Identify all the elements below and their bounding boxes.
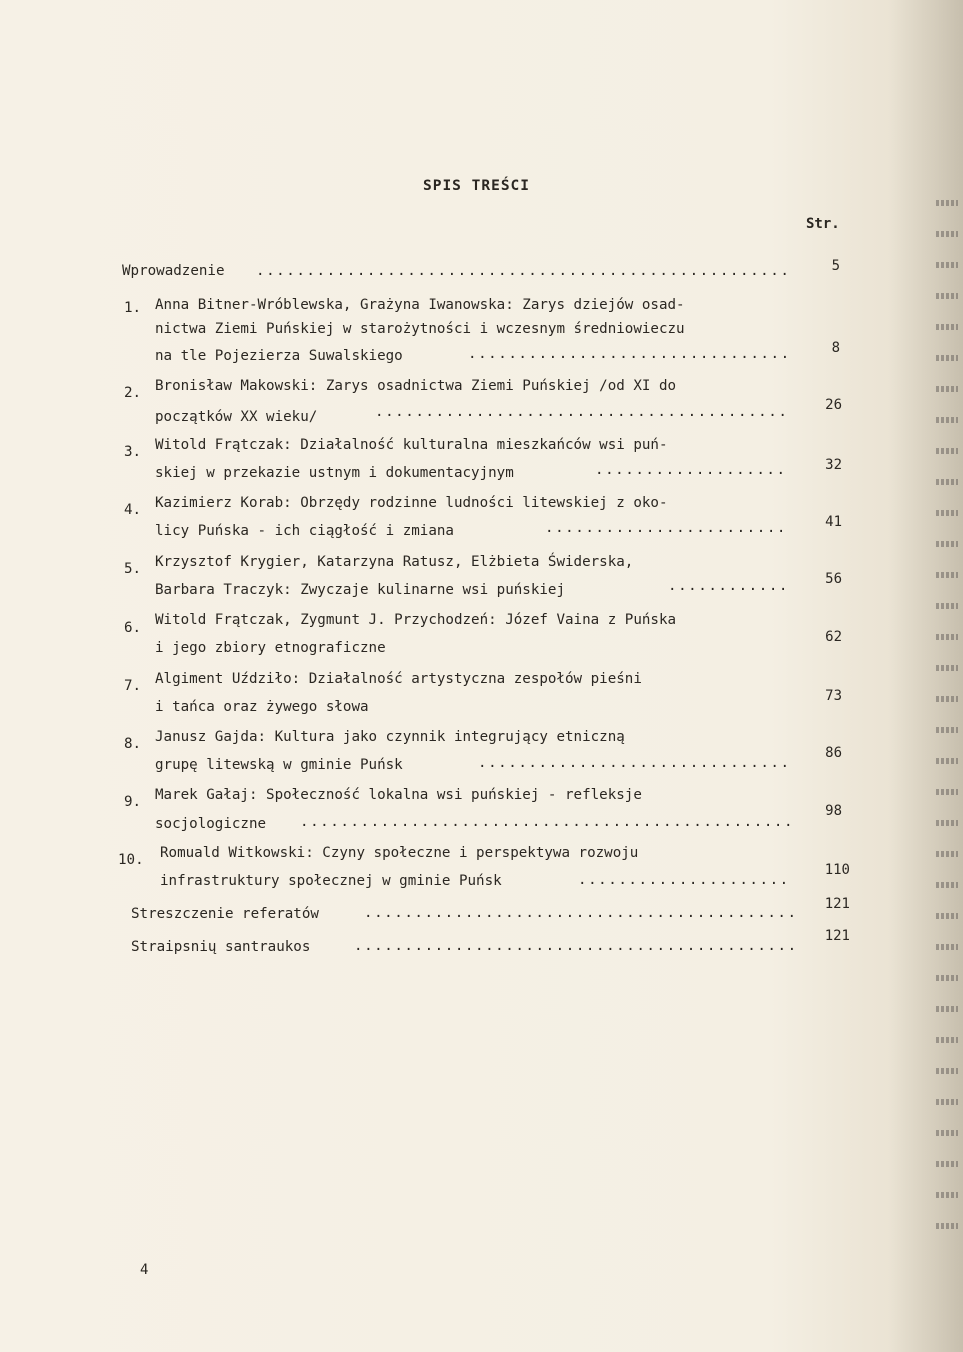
toc-entry-page: 73 (825, 688, 842, 704)
toc-leader-dots (375, 404, 788, 421)
page-title: SPIS TREŚCI (422, 178, 531, 194)
toc-entry-line: infrastruktury społecznej w gminie Puńsk (160, 873, 502, 889)
toc-entry-line: Krzysztof Krygier, Katarzyna Ratusz, Elżbieta Świderska, (155, 554, 634, 570)
toc-leader-dots (364, 905, 794, 922)
toc-entry-number: 10. (118, 852, 144, 868)
toc-entry-line: Anna Bitner-Wróblewska, Grażyna Iwanowska: Zarys dziejów osad- (155, 297, 685, 313)
toc-entry-page: 86 (825, 745, 842, 761)
toc-entry-line: i jego zbiory etnograficzne (155, 640, 386, 656)
toc-entry-line: Kazimierz Korab: Obrzędy rodzinne ludności litewskiej z oko- (155, 495, 668, 511)
toc-entry-page: 26 (825, 397, 842, 413)
toc-entry-line: początków XX wieku/ (155, 409, 318, 425)
toc-entry-line: Witold Frątczak: Działalność kulturalna mieszkańców wsi puń- (155, 437, 668, 453)
toc-leader-dots (468, 346, 788, 363)
toc-entry-number: 2. (124, 385, 142, 401)
toc-leader-dots (478, 755, 788, 772)
toc-leader-dots (354, 938, 794, 955)
toc-intro-title: Wprowadzenie (122, 263, 225, 279)
toc-summary-page: 121 (824, 928, 850, 944)
toc-entry-number: 7. (124, 678, 142, 694)
toc-entry-page: 32 (825, 457, 842, 473)
toc-entry-line: grupę litewską w gminie Puńsk (155, 757, 403, 773)
toc-entry-number: 3. (124, 444, 142, 460)
toc-entry-page: 8 (831, 340, 840, 356)
toc-leader-dots (545, 520, 788, 537)
toc-entry-number: 8. (124, 736, 142, 752)
toc-entry-line: na tle Pojezierza Suwalskiego (155, 348, 403, 364)
toc-entry-number: 6. (124, 620, 142, 636)
toc-entry-line: nictwa Ziemi Puńskiej w starożytności i wczesnym średniowieczu (155, 321, 685, 337)
toc-entry-line: licy Puńska - ich ciągłość i zmiana (155, 523, 454, 539)
toc-entry-page: 41 (825, 514, 842, 530)
toc-entry-line: Janusz Gajda: Kultura jako czynnik integrujący etniczną (155, 729, 625, 745)
toc-entry-page: 110 (824, 862, 850, 878)
toc-leader-dots (595, 462, 788, 479)
toc-entry-number: 4. (124, 502, 142, 518)
page-number: 4 (140, 1262, 149, 1278)
toc-summary-title: Streszczenie referatów (131, 906, 319, 922)
toc-leader-dots (256, 263, 786, 280)
toc-summary-title: Straipsnių santraukos (131, 939, 311, 955)
toc-entry-page: 98 (825, 803, 842, 819)
toc-entry-page: 56 (825, 571, 842, 587)
toc-summary-page: 121 (824, 896, 850, 912)
toc-entry-line: Algiment Uździło: Działalność artystyczna zespołów pieśni (155, 671, 642, 687)
page-column-label: Str. (806, 216, 840, 232)
toc-leader-dots (668, 578, 788, 595)
toc-entry-number: 5. (124, 561, 142, 577)
toc-leader-dots (300, 814, 790, 831)
toc-entry-line: Romuald Witkowski: Czyny społeczne i perspektywa rozwoju (160, 845, 639, 861)
toc-entry-line: Barbara Traczyk: Zwyczaje kulinarne wsi puńskiej (155, 582, 565, 598)
toc-entry-line: Marek Gałaj: Społeczność lokalna wsi puńskiej - refleksje (155, 787, 642, 803)
toc-intro-page: 5 (831, 258, 840, 274)
toc-entry-line: i tańca oraz żywego słowa (155, 699, 369, 715)
toc-entry-line: Bronisław Makowski: Zarys osadnictwa Ziemi Puńskiej /od XI do (155, 378, 677, 394)
toc-entry-line: socjologiczne (155, 816, 267, 832)
toc-leader-dots (578, 872, 790, 889)
toc-entry-number: 1. (124, 300, 142, 316)
toc-entry-line: skiej w przekazie ustnym i dokumentacyjnym (155, 465, 514, 481)
toc-entry-number: 9. (124, 794, 142, 810)
toc-entry-page: 62 (825, 629, 842, 645)
toc-entry-line: Witold Frątczak, Zygmunt J. Przychodzeń: Józef Vaina z Puńska (155, 612, 677, 628)
